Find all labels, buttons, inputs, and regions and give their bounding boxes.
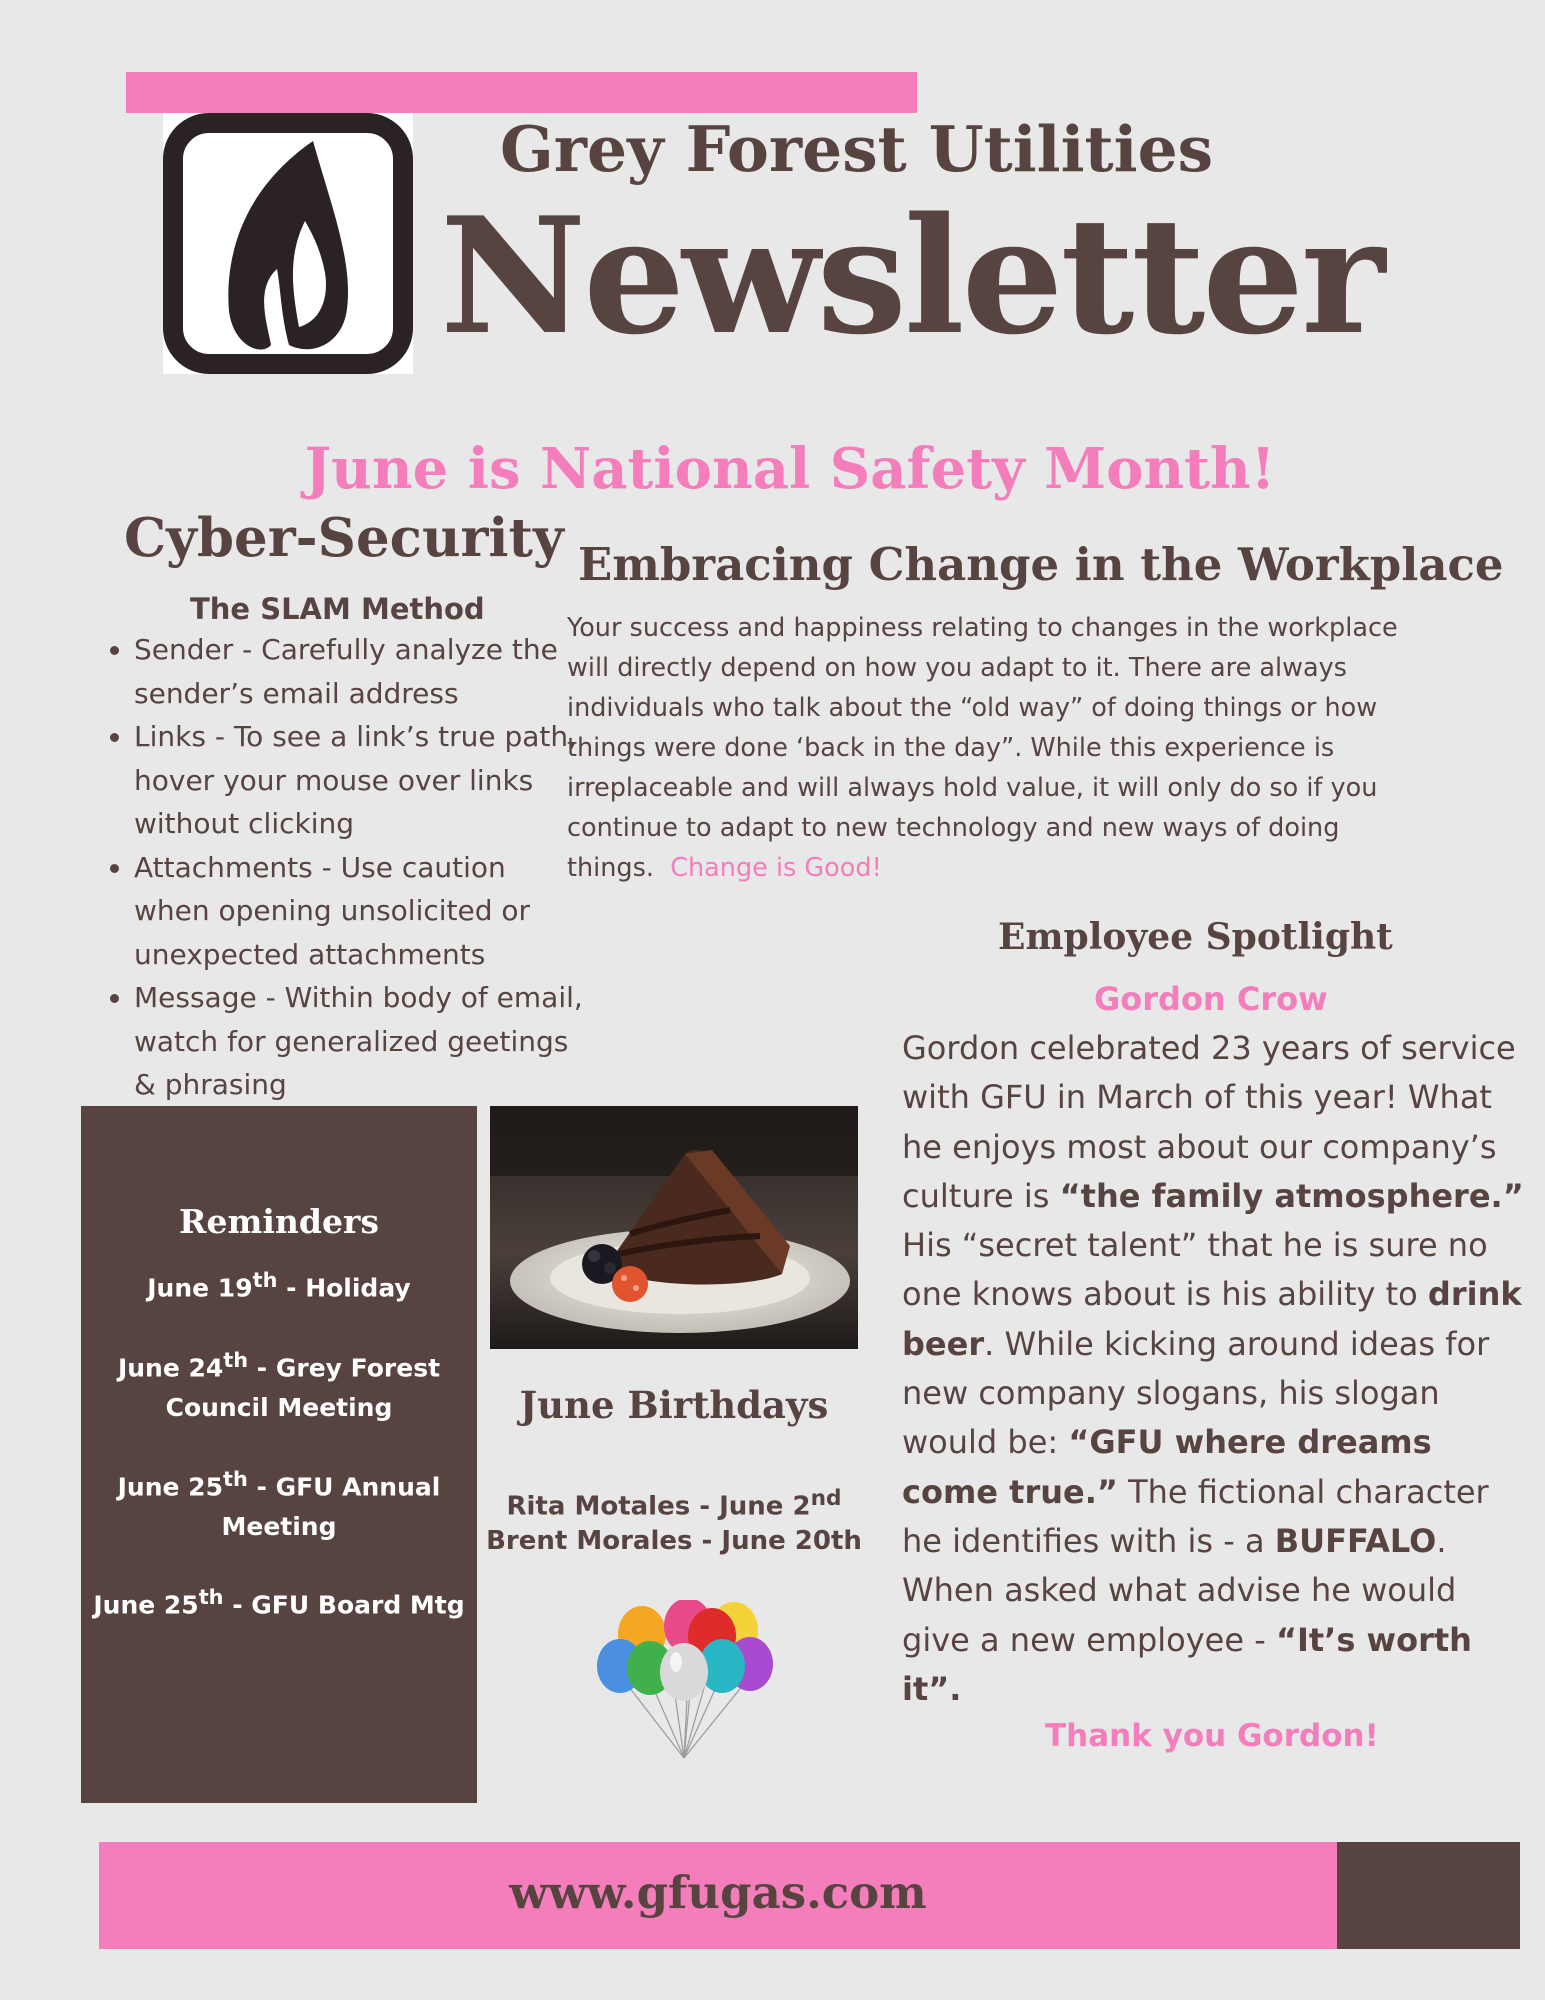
reminder-item: [81, 1340, 477, 1428]
safety-month-heading: June is National Safety Month!: [304, 436, 1276, 502]
reminder-text: - Grey Forest Council Meeting: [165, 1353, 441, 1423]
reminder-date-suffix: th: [222, 1467, 248, 1491]
spotlight-thanks: Thank you Gordon!: [1045, 1718, 1379, 1754]
footer-website-link[interactable]: www.gfugas.com: [509, 1866, 927, 1919]
reminder-date: June 25: [93, 1590, 199, 1620]
flame-logo-icon: [163, 113, 413, 374]
footer-bar: [99, 1842, 1337, 1949]
spotlight-text: . When asked what advise he would give a new employee -: [902, 1521, 1457, 1659]
reminder-date-suffix: th: [252, 1268, 278, 1292]
reminders-heading: Reminders: [179, 1202, 379, 1241]
birthdays-heading: June Birthdays: [519, 1383, 829, 1427]
company-name: Grey Forest Utilities: [500, 112, 1214, 186]
spotlight-bold: BUFFALO: [1274, 1521, 1437, 1560]
spotlight-bold: drink beer: [902, 1275, 1522, 1363]
spotlight-text: His “secret talent” that he is sure no one knows about is his ability to: [902, 1226, 1488, 1314]
spotlight-body: [902, 1024, 1532, 1714]
reminder-item: [81, 1459, 477, 1547]
newsletter-title: Newsletter: [440, 182, 1383, 370]
balloons-icon: [592, 1600, 777, 1760]
slam-item-links: • Links - To see a link’s true path, hover your mouse over links without clicking: [134, 715, 584, 846]
spotlight-name: Gordon Crow: [1094, 980, 1328, 1018]
birthday-text: Rita Motales - June 2: [506, 1491, 811, 1522]
header-accent-bar: [126, 72, 917, 113]
spotlight-text: Gordon celebrated 23 years of service with GFU in March of this year! What he enjoys most about our company’s culture is: [902, 1029, 1516, 1215]
reminder-date: June 24: [117, 1353, 224, 1383]
reminder-text: - GFU Annual Meeting: [221, 1472, 441, 1542]
reminder-date: June 25: [117, 1472, 223, 1502]
reminder-item: [81, 1260, 477, 1308]
reminder-date-suffix: th: [223, 1348, 249, 1372]
slam-list: [100, 628, 584, 1107]
birthday-item: [470, 1486, 878, 1522]
reminder-text: - GFU Board Mtg: [223, 1590, 465, 1620]
slam-item-message: • Message - Within body of email, watch for generalized geetings & phrasing: [134, 976, 584, 1107]
chocolate-cake-photo: [490, 1106, 858, 1349]
slam-item-attachments: • Attachments - Use caution when opening unsolicited or unexpected attachments: [134, 846, 584, 977]
spotlight-bold: “It’s worth it”.: [902, 1620, 1472, 1708]
footer-accent-block: [1337, 1842, 1520, 1949]
slam-item-sender: • Sender - Carefully analyze the sender’s email address: [134, 628, 584, 715]
spotlight-bold: “GFU where dreams come true.”: [902, 1423, 1432, 1511]
change-heading: Embracing Change in the Workplace: [578, 538, 1504, 591]
birthday-item: Brent Morales - June 20th: [486, 1526, 862, 1556]
reminder-text: - Holiday: [277, 1273, 411, 1303]
spotlight-heading: Employee Spotlight: [998, 916, 1393, 958]
reminder-date-suffix: th: [198, 1585, 224, 1609]
cyber-security-heading: Cyber-Security: [124, 507, 564, 569]
reminder-date: June 19: [147, 1273, 253, 1303]
reminder-item: [81, 1577, 477, 1625]
change-body: [567, 608, 1437, 888]
spotlight-text: . While kicking around ideas for new company slogans, his slogan would be:: [902, 1324, 1490, 1462]
reminders-panel: [81, 1106, 477, 1803]
change-highlight: Change is Good!: [670, 853, 882, 883]
slam-method-heading: The SLAM Method: [190, 592, 485, 626]
spotlight-text: The fictional character he identifies with is - a: [902, 1472, 1489, 1560]
change-body-text: Your success and happiness relating to changes in the workplace will directly depend on how you adapt to it. There are always individuals who talk about the “old way” of doing things or how things were done ‘back in the day”. While this experience is irreplaceable and will always hold value, it will only do so if you continue to adapt to new technology and new ways of doing things.: [567, 613, 1398, 883]
birthday-date-suffix: nd: [810, 1486, 842, 1511]
spotlight-bold: “the family atmosphere.”: [1059, 1176, 1524, 1215]
